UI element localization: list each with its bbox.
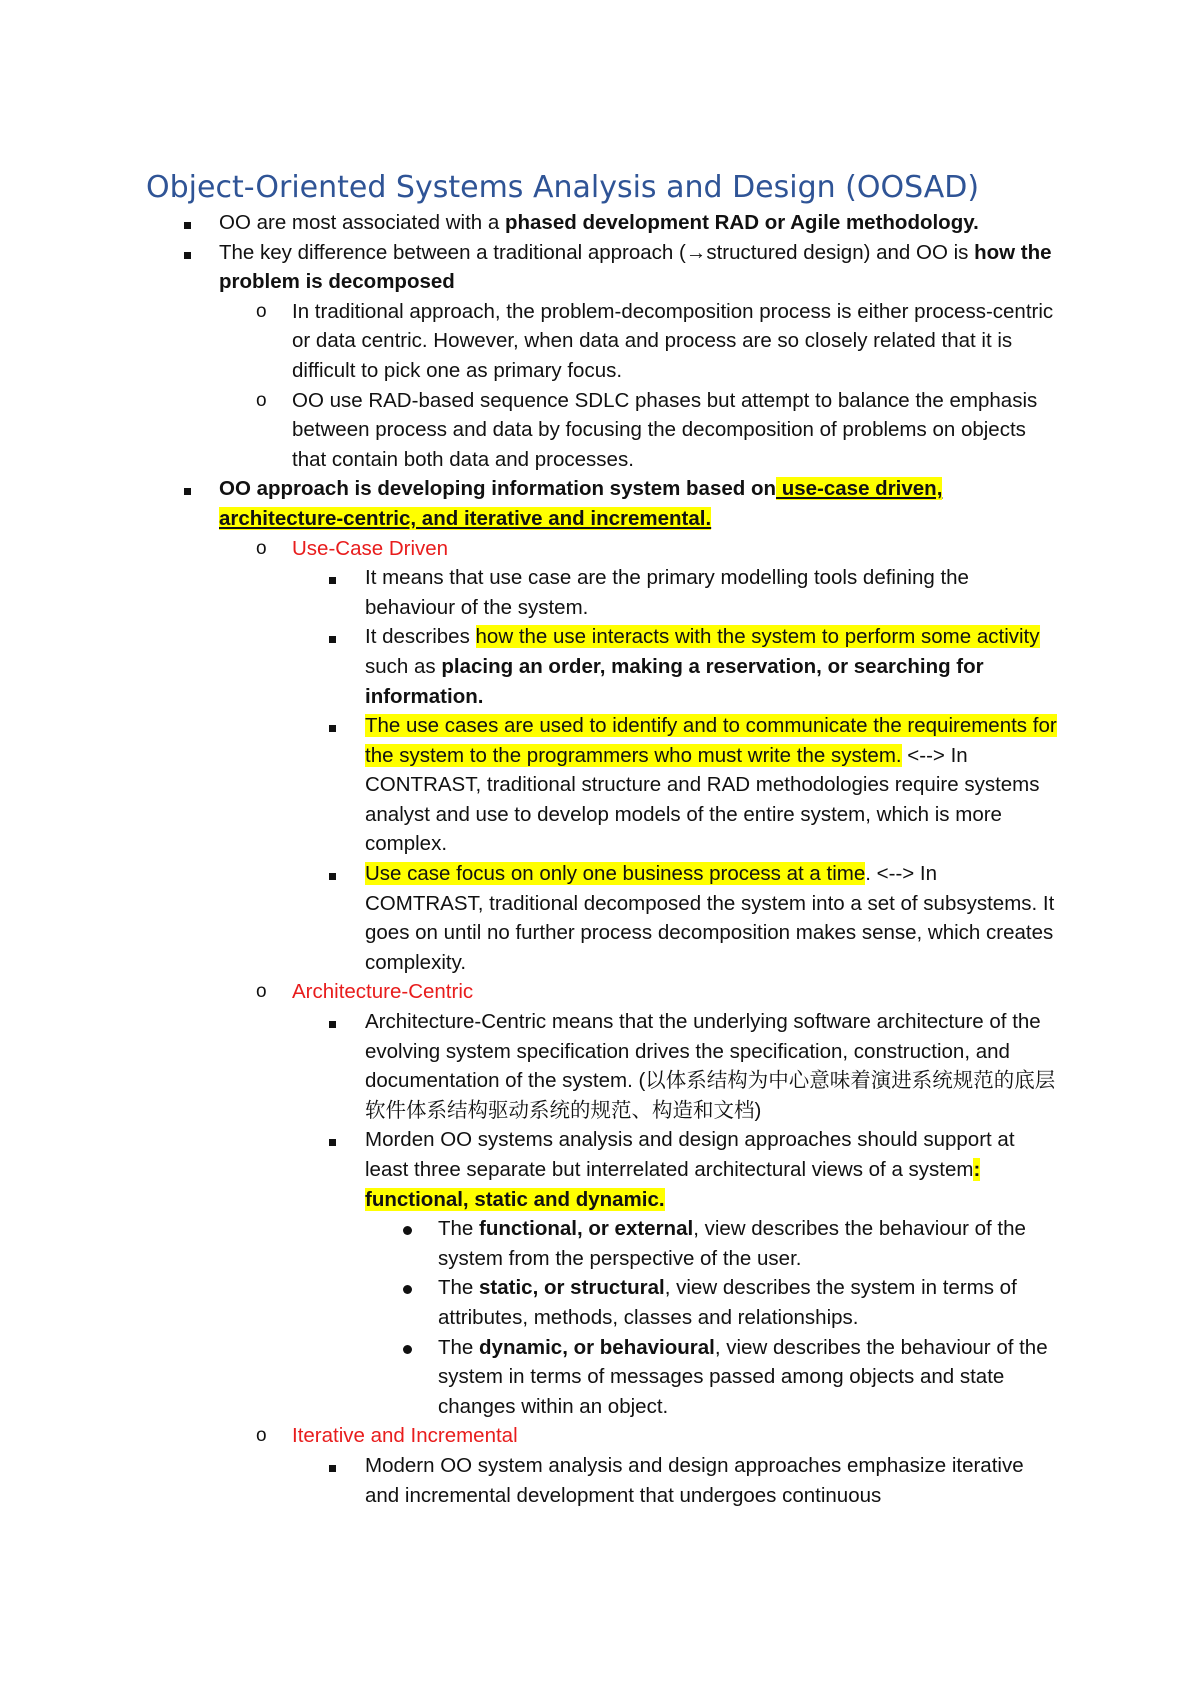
square-bullet-icon <box>184 208 191 238</box>
list-item: The use cases are used to identify and to communicate the requirements for the system to the programmers who must write the system. <--> In CONTRAST, traditional structure and RAD methodologies require systems analyst and use to develop models of the entire system, which is more complex. <box>0 711 1061 859</box>
list-item: It describes how the use interacts with the system to perform some activity such as placing an order, making a reservation, or searching for information. <box>0 622 1061 711</box>
section-heading-use-case-driven: o Use-Case Driven <box>0 534 1060 564</box>
section-heading-iterative-incremental: o Iterative and Incremental <box>0 1421 1060 1451</box>
list-item: The dynamic, or behavioural, view describes the behaviour of the system in terms of messages passed among objects and state changes within an object. <box>0 1333 1058 1422</box>
square-bullet-icon <box>329 1451 336 1481</box>
list-item: It means that use case are the primary modelling tools defining the behaviour of the system. <box>0 563 1061 622</box>
arrow-icon: → <box>685 240 707 264</box>
square-bullet-icon <box>184 474 191 504</box>
circle-bullet-icon: o <box>256 537 267 559</box>
list-item: o In traditional approach, the problem-decomposition process is either process-centric or data centric. However, when data and process are so closely related that it is difficult to pick one as primary focus. <box>0 297 1060 386</box>
dot-bullet-icon <box>403 1273 412 1303</box>
list-item: OO are most associated with a phased development RAD or Agile methodology. <box>0 208 1059 238</box>
list-item: Morden OO systems analysis and design approaches should support at least three separate but interrelated architectural views of a system: functional, static and dynamic. <box>0 1125 1061 1214</box>
list-item: Modern OO system analysis and design approaches emphasize iterative and incremental development that undergoes continuous <box>0 1451 1061 1510</box>
circle-bullet-icon: o <box>256 300 267 322</box>
dot-bullet-icon <box>403 1214 412 1244</box>
square-bullet-icon <box>329 622 336 652</box>
section-heading-architecture-centric: o Architecture-Centric <box>0 977 1060 1007</box>
square-bullet-icon <box>329 1125 336 1155</box>
list-item: o OO use RAD-based sequence SDLC phases but attempt to balance the emphasis between process and data by focusing the decomposition of problems on objects that contain both data and processes. <box>0 386 1060 475</box>
list-item: OO approach is developing information system based on use-case driven, architecture-centric, and iterative and incremental. <box>0 474 1059 533</box>
circle-bullet-icon: o <box>256 981 267 1003</box>
square-bullet-icon <box>329 711 336 741</box>
square-bullet-icon <box>329 1007 336 1037</box>
square-bullet-icon <box>329 859 336 889</box>
page-title: Object-Oriented Systems Analysis and Design (OOSAD) <box>146 170 980 205</box>
list-item: The functional, or external, view describes the behaviour of the system from the perspective of the user. <box>0 1214 1058 1273</box>
list-item: The static, or structural, view describes the system in terms of attributes, methods, classes and relationships. <box>0 1273 1058 1332</box>
square-bullet-icon <box>184 238 191 268</box>
list-item: Use case focus on only one business process at a time. <--> In COMTRAST, traditional decomposed the system into a set of subsystems. It goes on until no further process decomposition makes sense, which creates complexity. <box>0 859 1061 977</box>
list-item: The key difference between a traditional approach (→structured design) and OO is how the problem is decomposed <box>0 238 1059 297</box>
square-bullet-icon <box>329 563 336 593</box>
list-item: Architecture-Centric means that the underlying software architecture of the evolving system specification drives the specification, construction, and documentation of the system. (以体系结构为中心意味着演进系统规范的底层软件体系结构驱动系统的规范、构造和文档) <box>0 1007 1061 1125</box>
document-body <box>0 208 1200 1510</box>
circle-bullet-icon: o <box>256 1425 267 1447</box>
dot-bullet-icon <box>403 1333 412 1363</box>
circle-bullet-icon: o <box>256 389 267 411</box>
